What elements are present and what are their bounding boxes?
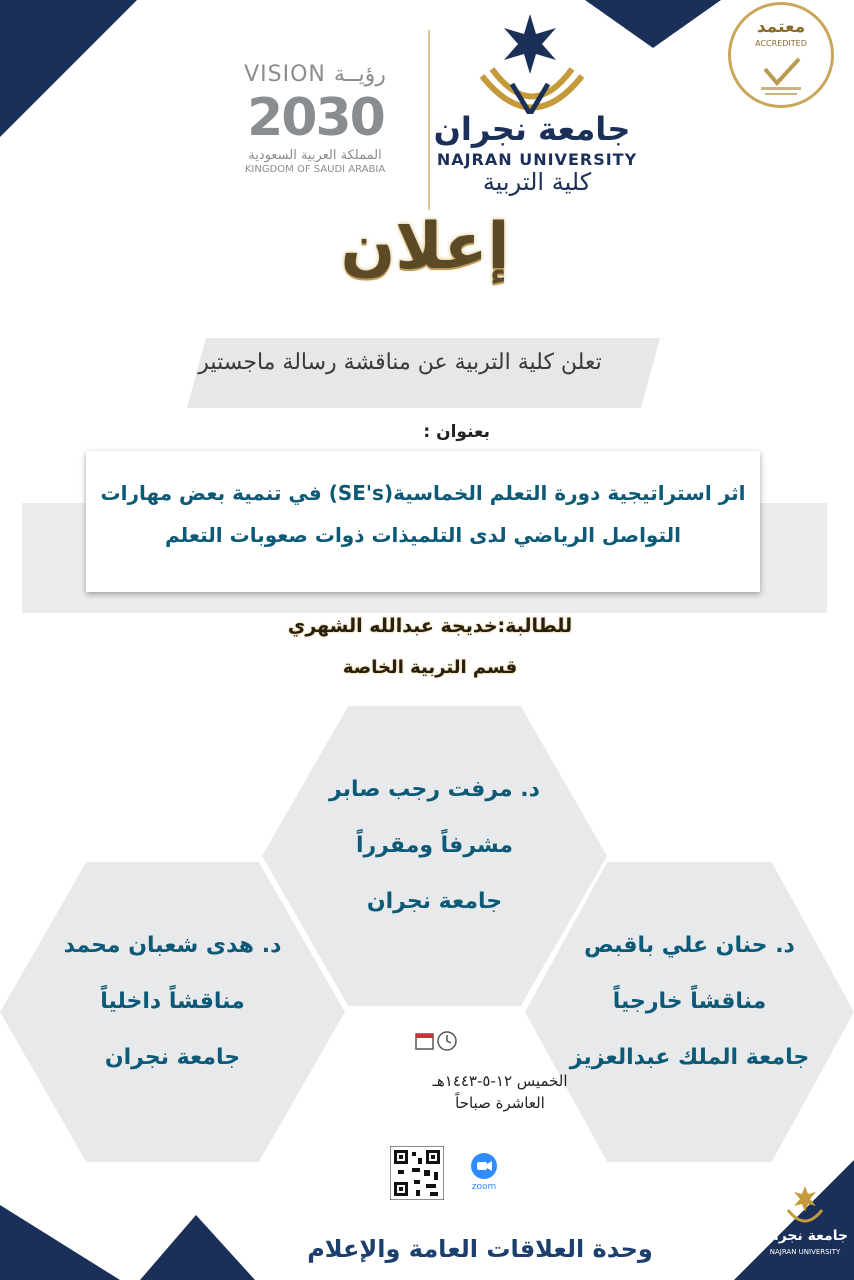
thesis-line-1: اثر استراتيجية دورة التعلم الخماسية(SE's) في تنمية بعض مهارات bbox=[100, 481, 746, 505]
corner-bottom-left bbox=[0, 1200, 120, 1280]
vision-2030-logo bbox=[210, 60, 420, 180]
thesis-line-2: التواصل الرياضي لدى التلميذات ذوات صعوبات التعلم bbox=[164, 523, 681, 547]
committee-name: د. مرفت رجب صابر bbox=[329, 777, 540, 802]
accredited-seal-ar: معتمد bbox=[756, 17, 806, 37]
university-name-ar: جامعة نجران bbox=[433, 110, 631, 148]
footer-logo-ar: جامعة نجران bbox=[761, 1228, 849, 1244]
intro-text: تعلن كلية التربية عن مناقشة رسالة ماجستير bbox=[198, 350, 602, 375]
footer-logo bbox=[760, 1186, 850, 1276]
zoom-icon[interactable] bbox=[470, 1152, 498, 1180]
department: قسم التربية الخاصة bbox=[342, 657, 518, 678]
najran-university-logo bbox=[432, 14, 652, 204]
university-name-en: NAJRAN UNIVERSITY bbox=[436, 150, 638, 169]
qr-code-icon[interactable] bbox=[390, 1146, 444, 1200]
student-name: للطالبة:خديجة عبدالله الشهري bbox=[287, 615, 573, 637]
vision-country-ar: المملكة العربية السعودية bbox=[248, 148, 382, 163]
schedule bbox=[420, 1070, 580, 1114]
announcement-heading: إعلان bbox=[340, 210, 510, 284]
committee-role: مشرفاً ومقرراً bbox=[355, 833, 514, 858]
vision-year: 2030 bbox=[247, 88, 384, 148]
vision-title: VISION رؤيــة bbox=[244, 62, 386, 87]
zoom-label: zoom bbox=[471, 1182, 497, 1192]
accredited-seal bbox=[728, 2, 834, 108]
title-label: بعنوان : bbox=[423, 422, 490, 442]
committee-external-text bbox=[525, 918, 854, 1086]
schedule-date: الخميس ١٢-٥-١٤٤٣هـ bbox=[432, 1072, 568, 1090]
corner-top-left bbox=[0, 0, 140, 140]
star-emblem-icon bbox=[760, 1186, 850, 1230]
header-divider bbox=[428, 30, 430, 210]
committee-role: مناقشاً داخلياً bbox=[100, 989, 245, 1014]
committee-supervisor-text bbox=[262, 762, 607, 930]
committee-affiliation: جامعة الملك عبدالعزيز bbox=[569, 1045, 810, 1070]
corner-bottom-mid bbox=[140, 1210, 260, 1280]
star-emblem-icon bbox=[432, 14, 652, 114]
committee-affiliation: جامعة نجران bbox=[104, 1045, 241, 1070]
footer-unit: وحدة العلاقات العامة والإعلام bbox=[307, 1235, 653, 1263]
accredited-seal-en: ACCREDITED bbox=[755, 39, 807, 48]
committee-role: مناقشاً خارجياً bbox=[612, 989, 767, 1014]
calendar-icon bbox=[414, 1030, 436, 1052]
committee-name: د. حنان علي باقبص bbox=[584, 933, 795, 958]
schedule-time: العاشرة صباحاً bbox=[455, 1094, 545, 1112]
college-name-ar: كلية التربية bbox=[482, 168, 592, 196]
thesis-title bbox=[92, 472, 754, 556]
committee-name: د. هدى شعبان محمد bbox=[63, 933, 282, 958]
check-mark-icon bbox=[731, 51, 831, 101]
clock-icon bbox=[436, 1030, 458, 1052]
committee-internal-text bbox=[0, 918, 345, 1086]
committee-affiliation: جامعة نجران bbox=[366, 889, 503, 914]
footer-logo-en: NAJRAN UNIVERSITY bbox=[769, 1248, 841, 1256]
vision-country-en: KINGDOM OF SAUDI ARABIA bbox=[244, 164, 386, 175]
